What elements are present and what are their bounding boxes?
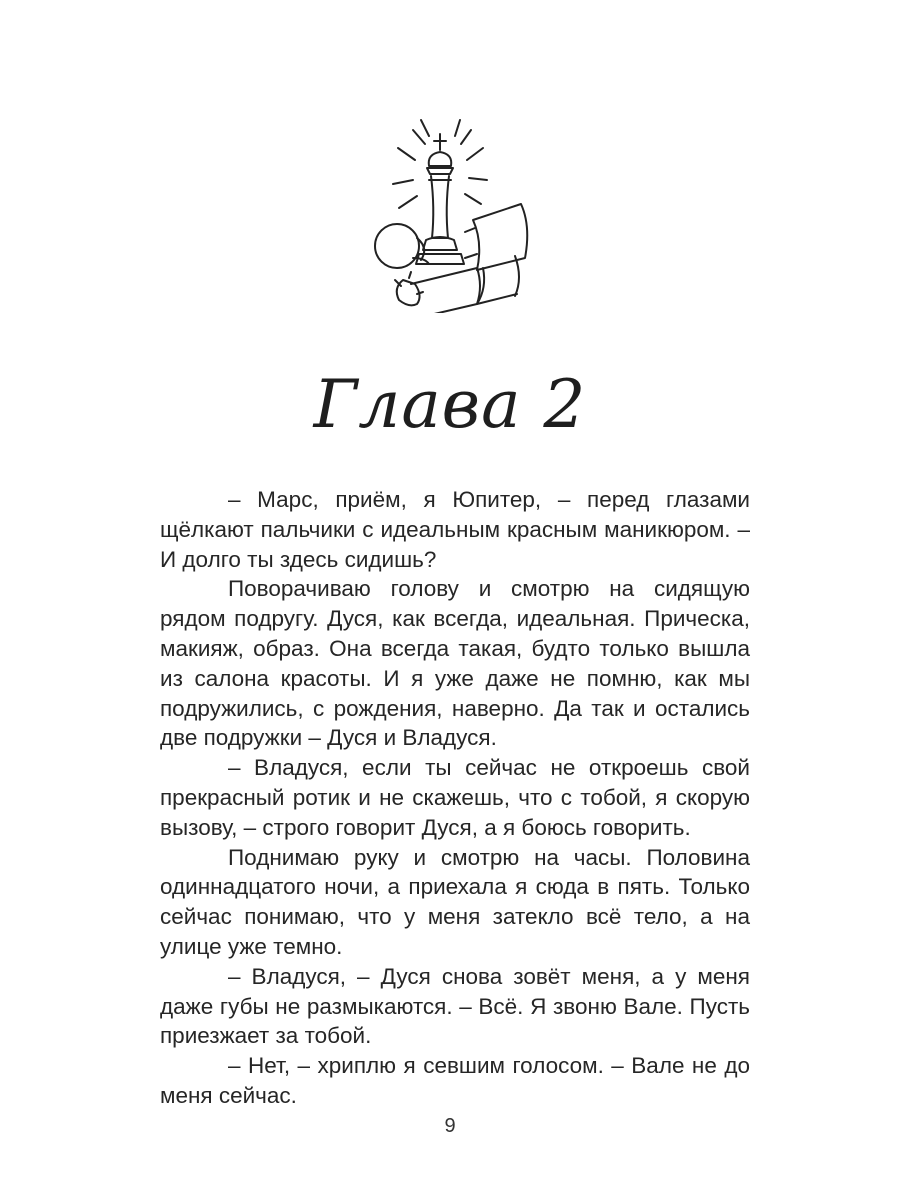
paragraph: – Владуся, – Дуся снова зовёт меня, а у меня даже губы не размыкаются. – Всё. Я звоню Вале. Пусть приезжает за тобой.: [160, 963, 750, 1049]
paragraph: Поворачиваю голову и смотрю на сидящую рядом подругу. Дуся, как всегда, идеальная. Прическа, макияж, образ. Она всегда такая, будто только вышла из салона красоты. И я уже даже не помню, как мы подружились, с рождения, наверно. Да так и остались две подружки – Дуся и Владуся.: [160, 576, 750, 751]
chapter-body: [160, 485, 750, 1111]
chess-king-and-fallen-pieces-icon: [365, 108, 555, 313]
paragraph: – Владуся, если ты сейчас не откроешь свой прекрасный ротик и не скажешь, что с тобой, я скорую вызову, – строго говорит Дуся, а я боюсь говорить.: [160, 755, 750, 840]
paragraph: – Марс, приём, я Юпитер, – перед глазами щёлкают пальчики с идеальным красным маникюром. – И долго ты здесь сидишь?: [160, 487, 750, 572]
page-number: 9: [444, 1115, 456, 1137]
paragraph: – Нет, – хриплю я севшим голосом. – Вале не до меня сейчас.: [160, 1053, 750, 1108]
chapter-title: Глава 2: [313, 366, 587, 443]
paragraph: Поднимаю руку и смотрю на часы. Половина одиннадцатого ночи, а приехала я сюда в пять. Только сейчас понимаю, что у меня затекло всё тело, а на улице уже темно.: [160, 844, 750, 959]
